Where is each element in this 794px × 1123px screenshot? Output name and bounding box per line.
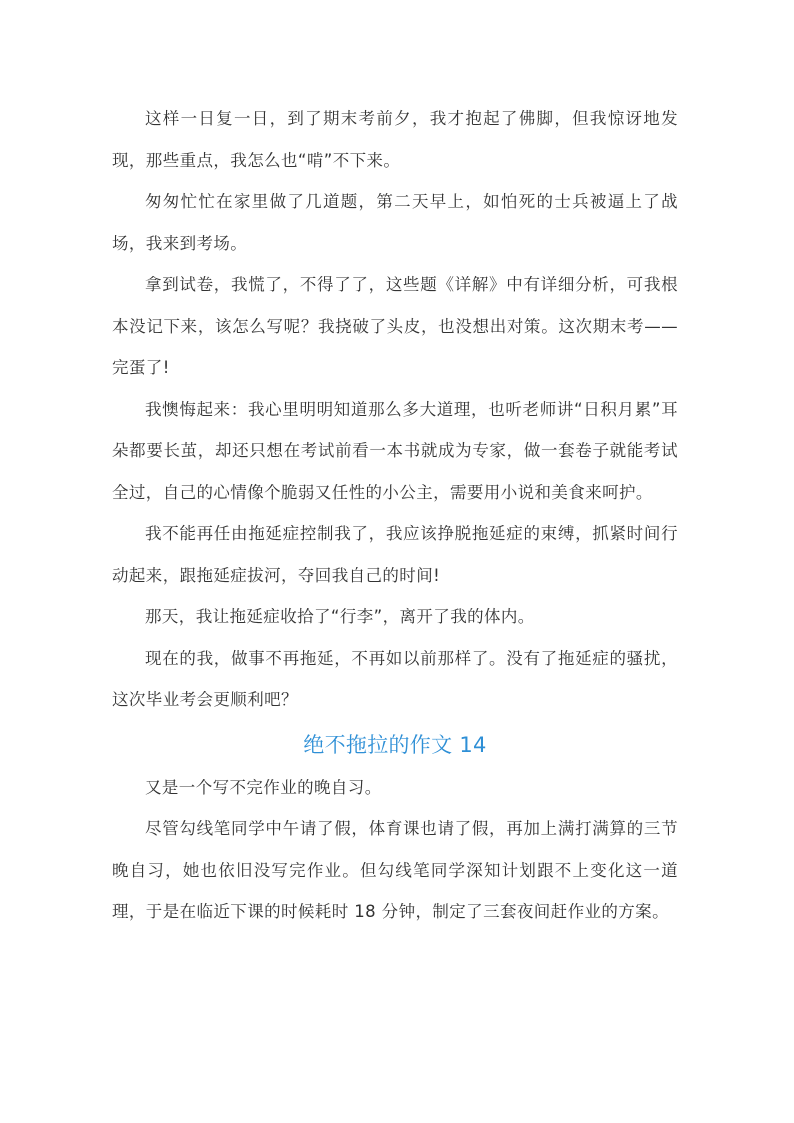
paragraph: 尽管勾线笔同学中午请了假，体育课也请了假，再加上满打满算的三节晚自习，她也依旧没写完作业。但勾线笔同学深知计划跟不上变化这一道理，于是在临近下课的时候耗时 18 分钟，制定了三套夜间赶作业的方案。	[112, 819, 678, 921]
paragraph: 又是一个写不完作业的晚自习。	[145, 777, 382, 797]
section-heading: 绝不拖拉的作文 14	[303, 732, 487, 757]
paragraph: 那天，我让拖延症收拾了“行李”，离开了我的体内。	[145, 607, 535, 626]
paragraph: 我懊悔起来：我心里明明知道那么多大道理，也听老师讲“日积月累”耳朵都要长茧，却还只想在考试前看一本书就成为专家，做一套卷子就能考试全过，自己的心情像个脆弱又任性的小公主，需要用小说和美食来呵护。	[112, 399, 678, 502]
document-body	[112, 98, 678, 933]
paragraph: 拿到试卷，我慌了，不得了了，这些题《详解》中有详细分析，可我根本没记下来，该怎么写呢？我挠破了头皮，也没想出对策。这次期末考——完蛋了!	[112, 275, 678, 377]
paragraph: 现在的我，做事不再拖延，不再如以前那样了。没有了拖延症的骚扰，这次毕业考会更顺利吧？	[112, 648, 678, 709]
paragraph: 我不能再任由拖延症控制我了，我应该挣脱拖延症的束缚，抓紧时间行动起来，跟拖延症拔河，夺回我自己的时间!	[112, 524, 678, 585]
paragraph: 这样一日复一日，到了期末考前夕，我才抱起了佛脚，但我惊讶地发现，那些重点，我怎么也“啃”不下来。	[112, 109, 678, 170]
paragraph: 匆匆忙忙在家里做了几道题，第二天早上，如怕死的士兵被逼上了战场，我来到考场。	[112, 192, 678, 253]
